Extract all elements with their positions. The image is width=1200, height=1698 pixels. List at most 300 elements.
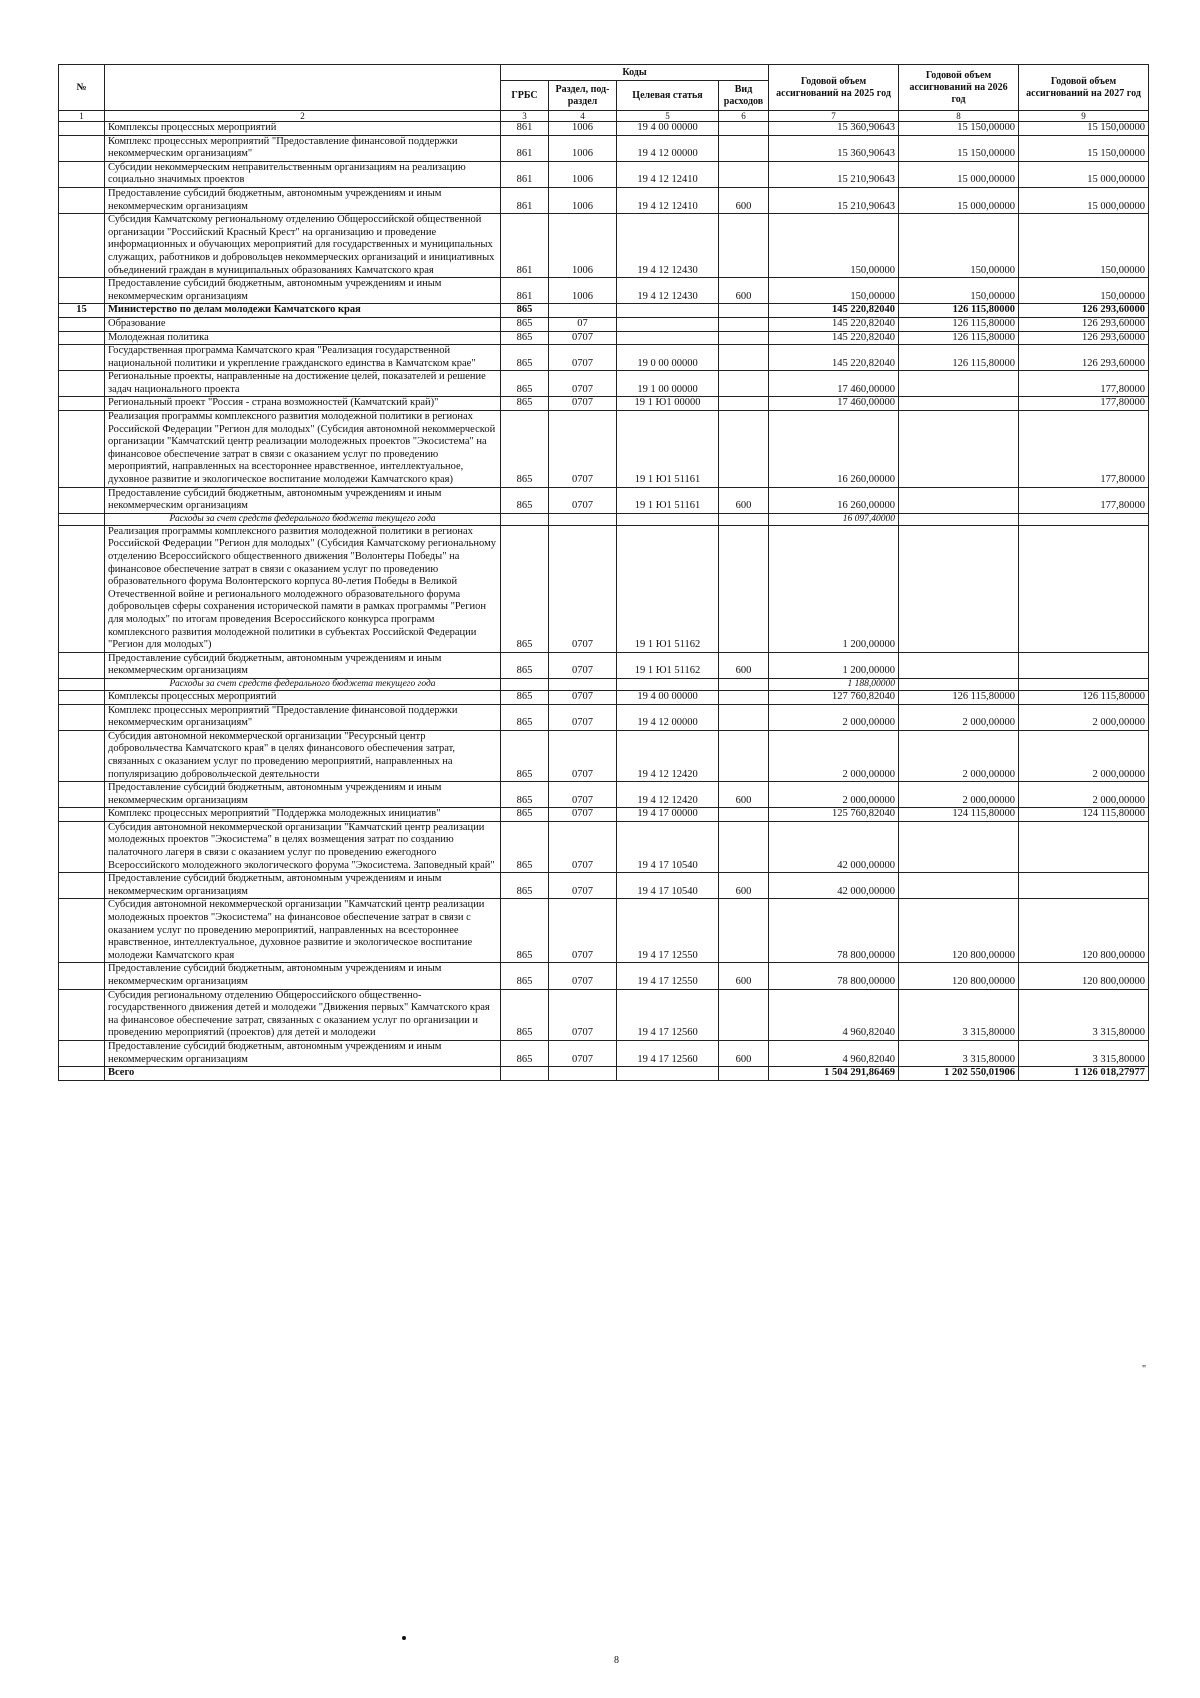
cell-b: 120 800,00000 xyxy=(899,963,1019,989)
cell-a: 16 260,00000 xyxy=(769,487,899,513)
cell-b xyxy=(899,652,1019,678)
cell-g: 865 xyxy=(501,899,549,963)
cell-c xyxy=(1019,821,1149,872)
cell-a: 4 960,82040 xyxy=(769,989,899,1040)
cell-name: Министерство по делам молодежи Камчатского края xyxy=(105,304,501,318)
cell-n xyxy=(59,899,105,963)
cell-c xyxy=(1019,525,1149,652)
cell-c: 120 800,00000 xyxy=(1019,899,1149,963)
cell-a: 150,00000 xyxy=(769,214,899,278)
cell-g: 865 xyxy=(501,525,549,652)
cell-cs: 19 1 Ю1 51161 xyxy=(617,487,719,513)
cell-vr: 600 xyxy=(719,1040,769,1066)
cell-vr xyxy=(719,1067,769,1081)
table-row xyxy=(59,989,1149,1040)
cell-cs xyxy=(617,678,719,690)
cell-c: 15 000,00000 xyxy=(1019,161,1149,187)
cell-cs xyxy=(617,304,719,318)
cell-n xyxy=(59,214,105,278)
cell-vr xyxy=(719,513,769,525)
cell-vr xyxy=(719,899,769,963)
cell-c: 2 000,00000 xyxy=(1019,704,1149,730)
table-row xyxy=(59,873,1149,899)
cell-name: Образование xyxy=(105,317,501,331)
column-number: 3 xyxy=(501,111,549,122)
table-body xyxy=(59,122,1149,1081)
cell-c: 126 293,60000 xyxy=(1019,304,1149,318)
cell-n: 15 xyxy=(59,304,105,318)
cell-r: 0707 xyxy=(549,782,617,808)
column-number: 1 xyxy=(59,111,105,122)
cell-cs xyxy=(617,1067,719,1081)
cell-vr xyxy=(719,678,769,690)
cell-g: 865 xyxy=(501,487,549,513)
table-header xyxy=(59,65,1149,122)
cell-a: 4 960,82040 xyxy=(769,1040,899,1066)
cell-b: 120 800,00000 xyxy=(899,899,1019,963)
cell-g: 865 xyxy=(501,989,549,1040)
cell-c: 177,80000 xyxy=(1019,371,1149,397)
cell-c xyxy=(1019,513,1149,525)
cell-cs xyxy=(617,317,719,331)
cell-n xyxy=(59,808,105,822)
cell-n xyxy=(59,652,105,678)
cell-a: 1 200,00000 xyxy=(769,652,899,678)
header-2026: Годовой объем ассигнований на 2026 год xyxy=(899,65,1019,111)
cell-a: 17 460,00000 xyxy=(769,397,899,411)
cell-g: 865 xyxy=(501,704,549,730)
table-row xyxy=(59,278,1149,304)
cell-r: 0707 xyxy=(549,345,617,371)
cell-g: 865 xyxy=(501,317,549,331)
cell-c xyxy=(1019,873,1149,899)
cell-r: 1006 xyxy=(549,135,617,161)
cell-a: 125 760,82040 xyxy=(769,808,899,822)
cell-r: 1006 xyxy=(549,278,617,304)
cell-cs: 19 1 00 00000 xyxy=(617,371,719,397)
cell-n xyxy=(59,690,105,704)
table-row xyxy=(59,704,1149,730)
header-name xyxy=(105,65,501,111)
cell-cs: 19 4 12 12420 xyxy=(617,782,719,808)
table-row xyxy=(59,652,1149,678)
cell-c xyxy=(1019,652,1149,678)
cell-r: 07 xyxy=(549,317,617,331)
table-row xyxy=(59,678,1149,690)
cell-n xyxy=(59,678,105,690)
header-codes: Коды xyxy=(501,65,769,81)
cell-name: Предоставление субсидий бюджетным, автономным учреждениям и иным некоммерческим организациям xyxy=(105,487,501,513)
cell-vr xyxy=(719,821,769,872)
cell-c: 177,80000 xyxy=(1019,487,1149,513)
cell-c: 177,80000 xyxy=(1019,411,1149,488)
cell-b xyxy=(899,487,1019,513)
header-2025: Годовой объем ассигнований на 2025 год xyxy=(769,65,899,111)
cell-g: 865 xyxy=(501,652,549,678)
cell-cs: 19 4 12 12410 xyxy=(617,187,719,213)
cell-a: 145 220,82040 xyxy=(769,345,899,371)
cell-a: 1 200,00000 xyxy=(769,525,899,652)
cell-c: 126 293,60000 xyxy=(1019,345,1149,371)
cell-c: 1 126 018,27977 xyxy=(1019,1067,1149,1081)
cell-name: Субсидии некоммерческим неправительственным организациям на реализацию социально значимых проектов xyxy=(105,161,501,187)
cell-n xyxy=(59,317,105,331)
table-row xyxy=(59,317,1149,331)
cell-r: 1006 xyxy=(549,187,617,213)
cell-g: 865 xyxy=(501,808,549,822)
table-row xyxy=(59,214,1149,278)
cell-b: 126 115,80000 xyxy=(899,304,1019,318)
cell-r: 0707 xyxy=(549,899,617,963)
cell-name: Предоставление субсидий бюджетным, автономным учреждениям и иным некоммерческим организациям xyxy=(105,652,501,678)
cell-n xyxy=(59,782,105,808)
cell-g: 865 xyxy=(501,730,549,781)
cell-b: 2 000,00000 xyxy=(899,782,1019,808)
cell-cs: 19 1 Ю1 51162 xyxy=(617,525,719,652)
cell-b: 3 315,80000 xyxy=(899,1040,1019,1066)
table-row xyxy=(59,331,1149,345)
cell-r xyxy=(549,1067,617,1081)
cell-c: 126 293,60000 xyxy=(1019,331,1149,345)
cell-cs: 19 0 00 00000 xyxy=(617,345,719,371)
scan-speck xyxy=(402,1636,406,1640)
cell-c xyxy=(1019,678,1149,690)
cell-cs: 19 4 12 00000 xyxy=(617,704,719,730)
cell-n xyxy=(59,1040,105,1066)
cell-vr: 600 xyxy=(719,278,769,304)
cell-cs: 19 4 12 12410 xyxy=(617,161,719,187)
cell-r: 0707 xyxy=(549,371,617,397)
cell-g: 861 xyxy=(501,135,549,161)
table-row xyxy=(59,411,1149,488)
cell-cs: 19 4 00 00000 xyxy=(617,122,719,136)
cell-b: 15 150,00000 xyxy=(899,122,1019,136)
cell-cs: 19 1 Ю1 00000 xyxy=(617,397,719,411)
header-target-article: Целевая статья xyxy=(617,81,719,111)
cell-c: 126 115,80000 xyxy=(1019,690,1149,704)
cell-a: 127 760,82040 xyxy=(769,690,899,704)
cell-n xyxy=(59,345,105,371)
cell-vr: 600 xyxy=(719,873,769,899)
cell-vr xyxy=(719,122,769,136)
table-row xyxy=(59,1067,1149,1081)
cell-cs: 19 4 00 00000 xyxy=(617,690,719,704)
cell-name: Реализация программы комплексного развития молодежной политики в регионах Российской Федерации "Регион для молодых" (Субсидия Камчатскому региональному отделению Всероссийского общественного движения "Волонтеры Победы" на финансовое обеспечение затрат в связи с оказанием услуг по проведению образовательного форума Волонтерского корпуса 80-летия Победы в Великой Отечественной войне и регионального молодежного образовательного форума добровольцев сферы сохранения исторической памяти в рамках программы "Регион для молодых" по итогам проведения Всероссийского конкурса программ комплексного развития молодежной политики в субъектах Российской Федерации "Регион для молодых") xyxy=(105,525,501,652)
budget-table xyxy=(58,64,1149,1081)
table-row xyxy=(59,963,1149,989)
cell-n xyxy=(59,963,105,989)
column-number: 2 xyxy=(105,111,501,122)
cell-r: 0707 xyxy=(549,821,617,872)
cell-b xyxy=(899,397,1019,411)
cell-r: 1006 xyxy=(549,214,617,278)
cell-b: 126 115,80000 xyxy=(899,690,1019,704)
cell-r xyxy=(549,304,617,318)
cell-b: 15 000,00000 xyxy=(899,187,1019,213)
cell-r xyxy=(549,513,617,525)
cell-c: 2 000,00000 xyxy=(1019,782,1149,808)
column-number: 4 xyxy=(549,111,617,122)
cell-c: 120 800,00000 xyxy=(1019,963,1149,989)
cell-b: 126 115,80000 xyxy=(899,331,1019,345)
cell-cs: 19 4 12 12430 xyxy=(617,278,719,304)
cell-r: 0707 xyxy=(549,487,617,513)
table-row xyxy=(59,371,1149,397)
cell-vr: 600 xyxy=(719,652,769,678)
cell-g: 865 xyxy=(501,873,549,899)
cell-n xyxy=(59,873,105,899)
cell-r: 0707 xyxy=(549,397,617,411)
cell-c: 177,80000 xyxy=(1019,397,1149,411)
column-number: 5 xyxy=(617,111,719,122)
cell-c: 15 150,00000 xyxy=(1019,135,1149,161)
cell-name: Государственная программа Камчатского края "Реализация государственной национальной политики и укрепление гражданского единства в Камчатском крае" xyxy=(105,345,501,371)
cell-name: Комплекс процессных мероприятий "Поддержка молодежных инициатив" xyxy=(105,808,501,822)
cell-c: 3 315,80000 xyxy=(1019,989,1149,1040)
cell-g xyxy=(501,678,549,690)
cell-g: 865 xyxy=(501,411,549,488)
cell-b: 2 000,00000 xyxy=(899,730,1019,781)
cell-g: 865 xyxy=(501,304,549,318)
table-row xyxy=(59,487,1149,513)
cell-a: 16 260,00000 xyxy=(769,411,899,488)
cell-r: 0707 xyxy=(549,652,617,678)
cell-r: 0707 xyxy=(549,525,617,652)
cell-b: 150,00000 xyxy=(899,278,1019,304)
cell-vr xyxy=(719,345,769,371)
cell-n xyxy=(59,411,105,488)
cell-cs: 19 4 17 10540 xyxy=(617,821,719,872)
table-row xyxy=(59,690,1149,704)
cell-c: 150,00000 xyxy=(1019,278,1149,304)
cell-g xyxy=(501,513,549,525)
cell-n xyxy=(59,187,105,213)
column-number: 8 xyxy=(899,111,1019,122)
table-row xyxy=(59,304,1149,318)
cell-b xyxy=(899,525,1019,652)
cell-a: 145 220,82040 xyxy=(769,304,899,318)
cell-b: 150,00000 xyxy=(899,214,1019,278)
cell-n xyxy=(59,487,105,513)
cell-name: Расходы за счет средств федерального бюджета текущего года xyxy=(105,678,501,690)
page-number: 8 xyxy=(614,1655,619,1666)
cell-vr xyxy=(719,989,769,1040)
cell-b: 126 115,80000 xyxy=(899,345,1019,371)
cell-g: 865 xyxy=(501,397,549,411)
cell-vr xyxy=(719,161,769,187)
cell-vr xyxy=(719,808,769,822)
cell-name: Предоставление субсидий бюджетным, автономным учреждениям и иным некоммерческим организациям xyxy=(105,782,501,808)
cell-a: 78 800,00000 xyxy=(769,963,899,989)
column-number: 9 xyxy=(1019,111,1149,122)
cell-r: 0707 xyxy=(549,963,617,989)
cell-r: 0707 xyxy=(549,704,617,730)
cell-b xyxy=(899,821,1019,872)
cell-n xyxy=(59,397,105,411)
cell-name: Предоставление субсидий бюджетным, автономным учреждениям и иным некоммерческим организациям xyxy=(105,1040,501,1066)
cell-vr: 600 xyxy=(719,487,769,513)
cell-c: 15 000,00000 xyxy=(1019,187,1149,213)
cell-g: 865 xyxy=(501,690,549,704)
cell-b: 3 315,80000 xyxy=(899,989,1019,1040)
cell-name: Молодежная политика xyxy=(105,331,501,345)
cell-b: 1 202 550,01906 xyxy=(899,1067,1019,1081)
cell-cs xyxy=(617,513,719,525)
cell-vr xyxy=(719,304,769,318)
cell-c: 124 115,80000 xyxy=(1019,808,1149,822)
cell-vr: 600 xyxy=(719,782,769,808)
cell-a: 2 000,00000 xyxy=(769,730,899,781)
cell-name: Всего xyxy=(105,1067,501,1081)
cell-a: 1 504 291,86469 xyxy=(769,1067,899,1081)
cell-name: Комплекс процессных мероприятий "Предоставление финансовой поддержки некоммерческим организациям" xyxy=(105,704,501,730)
cell-g: 865 xyxy=(501,331,549,345)
cell-r: 0707 xyxy=(549,331,617,345)
column-number: 7 xyxy=(769,111,899,122)
cell-b xyxy=(899,873,1019,899)
cell-c: 2 000,00000 xyxy=(1019,730,1149,781)
cell-r: 0707 xyxy=(549,730,617,781)
table-row xyxy=(59,808,1149,822)
cell-g: 865 xyxy=(501,963,549,989)
cell-c: 15 150,00000 xyxy=(1019,122,1149,136)
cell-a: 42 000,00000 xyxy=(769,873,899,899)
cell-vr xyxy=(719,331,769,345)
table-row xyxy=(59,1040,1149,1066)
table-row xyxy=(59,821,1149,872)
column-number: 6 xyxy=(719,111,769,122)
cell-r: 0707 xyxy=(549,989,617,1040)
cell-cs: 19 4 12 12420 xyxy=(617,730,719,781)
cell-name: Предоставление субсидий бюджетным, автономным учреждениям и иным некоммерческим организациям xyxy=(105,187,501,213)
table-row xyxy=(59,782,1149,808)
cell-name: Расходы за счет средств федерального бюджета текущего года xyxy=(105,513,501,525)
cell-name: Предоставление субсидий бюджетным, автономным учреждениям и иным некоммерческим организациям xyxy=(105,873,501,899)
cell-vr xyxy=(719,730,769,781)
cell-cs: 19 4 17 00000 xyxy=(617,808,719,822)
cell-vr xyxy=(719,411,769,488)
cell-vr xyxy=(719,317,769,331)
closing-quote-mark: " xyxy=(1142,1364,1147,1375)
cell-n xyxy=(59,278,105,304)
header-razdel: Раздел, под-раздел xyxy=(549,81,617,111)
cell-name: Предоставление субсидий бюджетным, автономным учреждениям и иным некоммерческим организациям xyxy=(105,278,501,304)
cell-r: 0707 xyxy=(549,1040,617,1066)
cell-r: 0707 xyxy=(549,411,617,488)
cell-n xyxy=(59,730,105,781)
cell-vr xyxy=(719,214,769,278)
cell-n xyxy=(59,331,105,345)
table-row xyxy=(59,525,1149,652)
cell-name: Региональные проекты, направленные на достижение целей, показателей и решение задач национального проекта xyxy=(105,371,501,397)
table-row xyxy=(59,135,1149,161)
cell-a: 15 210,90643 xyxy=(769,161,899,187)
cell-n xyxy=(59,704,105,730)
cell-a: 2 000,00000 xyxy=(769,704,899,730)
cell-g: 861 xyxy=(501,187,549,213)
cell-vr xyxy=(719,704,769,730)
cell-g: 865 xyxy=(501,782,549,808)
cell-r: 0707 xyxy=(549,873,617,899)
cell-cs: 19 1 Ю1 51162 xyxy=(617,652,719,678)
cell-name: Комплексы процессных мероприятий xyxy=(105,122,501,136)
header-no: № xyxy=(59,65,105,111)
cell-b: 126 115,80000 xyxy=(899,317,1019,331)
column-numbers-row xyxy=(59,111,1149,122)
cell-a: 15 360,90643 xyxy=(769,122,899,136)
cell-n xyxy=(59,513,105,525)
cell-n xyxy=(59,135,105,161)
cell-b xyxy=(899,678,1019,690)
table-row xyxy=(59,161,1149,187)
cell-a: 17 460,00000 xyxy=(769,371,899,397)
cell-r: 1006 xyxy=(549,161,617,187)
cell-name: Субсидия автономной некоммерческой организации "Камчатский центр реализации молодежных проектов "Экосистема" на финансовое обеспечение затрат в связи с оказанием услуг по проведению мероприятий, направленных на всестороннее нравственное, интеллектуальное, духовное развитие и экологическое воспитание молодежи Камчатского края xyxy=(105,899,501,963)
cell-c: 126 293,60000 xyxy=(1019,317,1149,331)
cell-b: 2 000,00000 xyxy=(899,704,1019,730)
cell-r: 1006 xyxy=(549,122,617,136)
cell-cs: 19 4 17 10540 xyxy=(617,873,719,899)
table-row xyxy=(59,397,1149,411)
cell-n xyxy=(59,821,105,872)
cell-name: Субсидия Камчатскому региональному отделению Общероссийской общественной организации "Российский Красный Крест" на организацию и проведение информационных и обучающих мероприятий для государственных и муниципальных служащих, работников и добровольцев некоммерческих организаций и инициативных объединений граждан в муниципальных образованиях Камчатского края xyxy=(105,214,501,278)
cell-a: 78 800,00000 xyxy=(769,899,899,963)
cell-cs xyxy=(617,331,719,345)
cell-a: 145 220,82040 xyxy=(769,317,899,331)
cell-g: 861 xyxy=(501,161,549,187)
cell-vr: 600 xyxy=(719,187,769,213)
cell-a: 1 188,00000 xyxy=(769,678,899,690)
cell-b xyxy=(899,411,1019,488)
cell-b xyxy=(899,513,1019,525)
table-row xyxy=(59,122,1149,136)
cell-g: 861 xyxy=(501,278,549,304)
table-row xyxy=(59,899,1149,963)
cell-a: 16 097,40000 xyxy=(769,513,899,525)
budget-table-sheet xyxy=(58,64,1148,1081)
cell-n xyxy=(59,1067,105,1081)
cell-name: Субсидия региональному отделению Общероссийского общественно-государственного движения детей и молодежи "Движения первых" Камчатского края на финансовое обеспечение затрат, связанных с оказанием услуг по организации и проведению мероприятий (проектов) для детей и молодежи xyxy=(105,989,501,1040)
cell-vr xyxy=(719,397,769,411)
cell-a: 145 220,82040 xyxy=(769,331,899,345)
cell-vr: 600 xyxy=(719,963,769,989)
cell-g: 865 xyxy=(501,345,549,371)
cell-name: Субсидия автономной некоммерческой организации "Ресурсный центр добровольчества Камчатского края" в целях финансового обеспечения затрат, связанных с оказанием услуг по проведению мероприятий, направленных на популяризацию добровольческой деятельности xyxy=(105,730,501,781)
table-row xyxy=(59,730,1149,781)
cell-name: Комплексы процессных мероприятий xyxy=(105,690,501,704)
cell-a: 150,00000 xyxy=(769,278,899,304)
header-2027: Годовой объем ассигнований на 2027 год xyxy=(1019,65,1149,111)
cell-n xyxy=(59,989,105,1040)
table-row xyxy=(59,345,1149,371)
cell-a: 15 210,90643 xyxy=(769,187,899,213)
cell-g: 865 xyxy=(501,1040,549,1066)
cell-name: Субсидия автономной некоммерческой организации "Камчатский центр реализации молодежных проектов "Экосистема" в целях возмещения затрат по созданию палаточного лагеря в связи с оказанием услуг по проведению ежегодного Всероссийского молодежного экологического форума "Экосистема. Заповедный край" xyxy=(105,821,501,872)
cell-cs: 19 1 Ю1 51161 xyxy=(617,411,719,488)
cell-r: 0707 xyxy=(549,690,617,704)
header-expense-type: Вид расходов xyxy=(719,81,769,111)
cell-g: 861 xyxy=(501,214,549,278)
cell-r: 0707 xyxy=(549,808,617,822)
table-row xyxy=(59,187,1149,213)
cell-b: 124 115,80000 xyxy=(899,808,1019,822)
cell-a: 15 360,90643 xyxy=(769,135,899,161)
cell-vr xyxy=(719,135,769,161)
cell-g: 861 xyxy=(501,122,549,136)
cell-vr xyxy=(719,525,769,652)
cell-n xyxy=(59,525,105,652)
cell-a: 42 000,00000 xyxy=(769,821,899,872)
